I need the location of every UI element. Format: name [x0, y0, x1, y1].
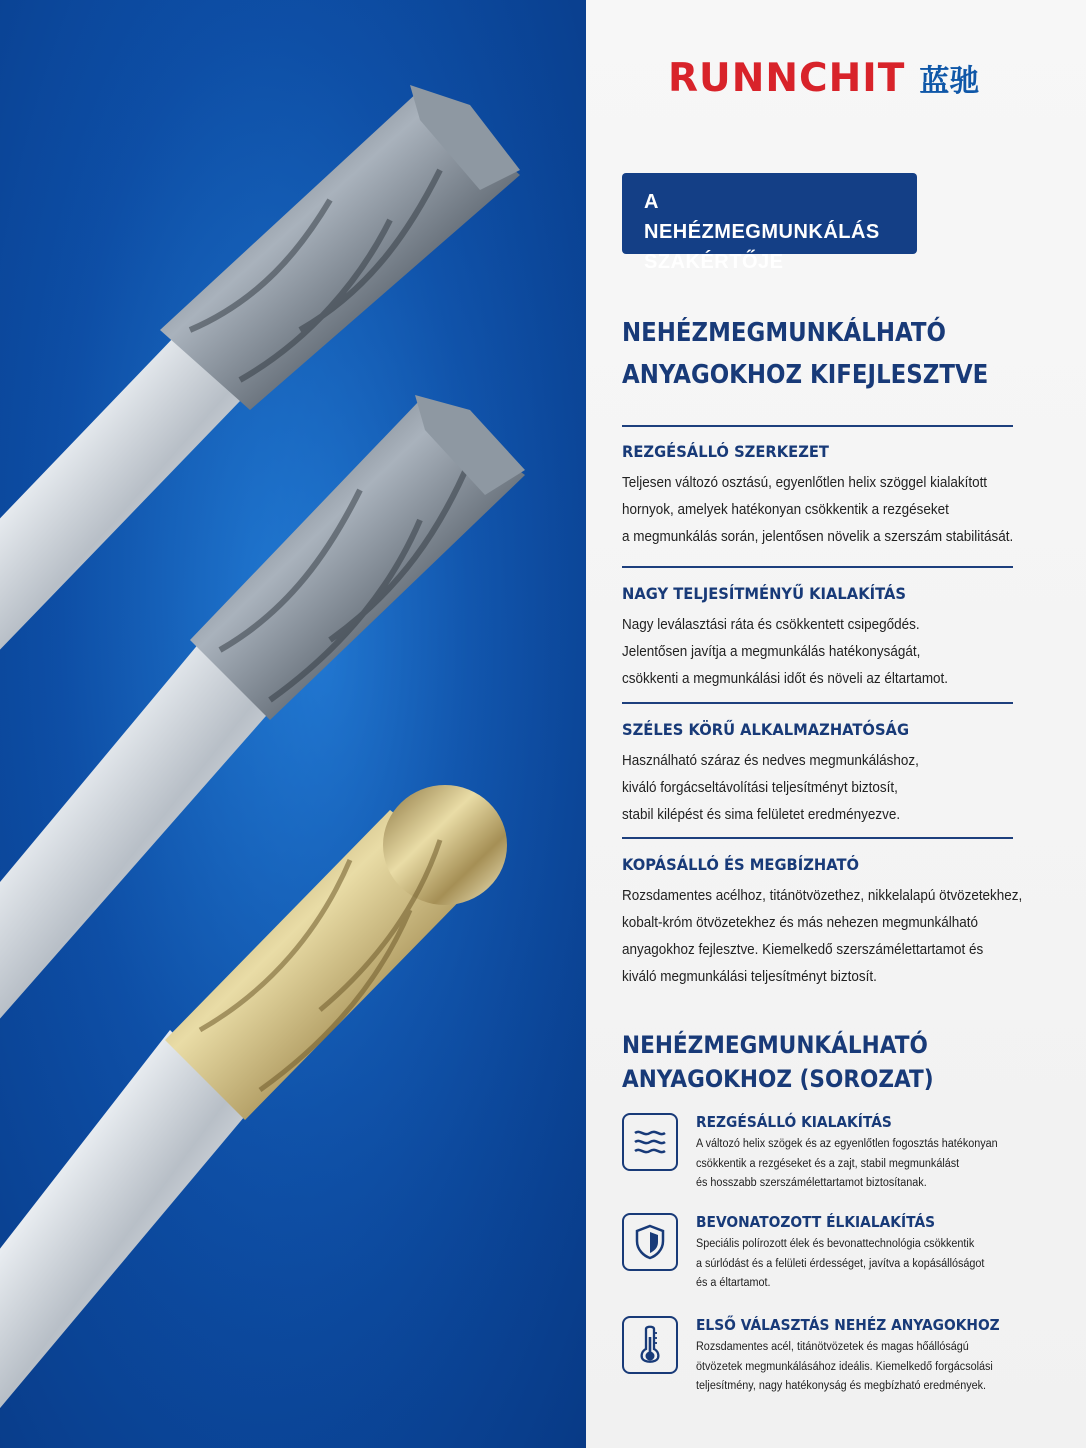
waves-icon [622, 1113, 678, 1171]
feature-line: Rozsdamentes acél, titánötvözetek és magas hőállóságú [696, 1341, 969, 1353]
badge-line-1: A NEHÉZMEGMUNKÁLÁS [644, 191, 880, 243]
brand-name-en: RUNNCHIT [668, 55, 906, 101]
feature-line: Speciális polírozott élek és bevonattechnológia csökkentik [696, 1238, 975, 1250]
expert-badge [622, 173, 917, 273]
info-panel [586, 0, 1086, 1448]
section-line: Használható száraz és nedves megmunkáláshoz, [622, 753, 919, 769]
feature-line: és hosszabb szerszámélettartamot biztosítanak. [696, 1177, 927, 1189]
page-title [622, 312, 1009, 396]
section-line: anyagokhoz fejlesztve. Kiemelkedő szerszámélettartamot és [622, 942, 984, 958]
feature-description [696, 1235, 1034, 1294]
section-text [622, 748, 1003, 829]
section-text [622, 470, 1014, 551]
feature-coated-edge [622, 1213, 1042, 1293]
section-line: hornyok, amelyek hatékonyan csökkentik a rezgéseket [622, 502, 949, 518]
feature-heading: BEVONATOZOTT ÉLKIALAKÍTÁS [696, 1213, 936, 1231]
feature-line: és a éltartamot. [696, 1277, 771, 1289]
section-line: Jelentősen javítja a megmunkálás hatékonyságát, [622, 644, 921, 660]
feature-heading: ELSŐ VÁLASZTÁS NEHÉZ ANYAGOKHOZ [696, 1316, 1000, 1334]
feature-heading: REZGÉSÁLLÓ KIALAKÍTÁS [696, 1113, 892, 1131]
feature-line: a súrlódást és a felületi érdességet, javítva a kopásállóságot [696, 1257, 985, 1270]
divider [622, 837, 1013, 839]
feature-line: teljesítmény, nagy hatékonyság és megbízható eredmények. [696, 1380, 987, 1392]
badge-line-2: SZAKÉRTŐJE [644, 251, 784, 273]
shield-icon [622, 1213, 678, 1271]
page-title-line-1: NEHÉZMEGMUNKÁLHATÓ [622, 318, 946, 348]
page-title-line-2: ANYAGOKHOZ KIFEJLESZTVE [622, 360, 989, 390]
feature-line: csökkentik a rezgéseket és a zajt, stabil megmunkálást [696, 1157, 960, 1170]
section-line: kobalt-króm ötvözetekhez és más nehezen megmunkálható [622, 915, 979, 931]
divider [622, 566, 1013, 568]
feature-difficult-materials [622, 1316, 1042, 1396]
feature-description [696, 1338, 1034, 1397]
section-heading: REZGÉSÁLLÓ SZERKEZET [622, 442, 829, 461]
divider [622, 425, 1013, 427]
thermometer-icon [622, 1316, 678, 1374]
feature-line: A változó helix szögek és az egyenlőtlen fogosztás hatékonyan [696, 1138, 998, 1150]
section-applicability [622, 718, 1032, 829]
brand-name-zh: 蓝驰 [919, 64, 980, 99]
section-line: a megmunkálás során, jelentősen növelik a szerszám stabilitását. [622, 529, 1014, 545]
section-text [622, 883, 1023, 991]
series-title [622, 1028, 1000, 1096]
section-text [622, 612, 1003, 693]
feature-line: ötvözetek megmunkálásához ideális. Kiemelkedő forgácsolási [696, 1360, 993, 1373]
section-line: Rozsdamentes acélhoz, titánötvözethez, nikkelalapú ötvözetekhez, [622, 888, 1023, 904]
brand-logo [668, 56, 979, 100]
section-performance [622, 582, 1032, 693]
section-vibration [622, 440, 1032, 551]
section-wear-resistance [622, 853, 1032, 991]
feature-description [696, 1135, 1034, 1194]
section-line: kiváló forgácseltávolítási teljesítményt biztosít, [622, 780, 898, 796]
section-line: stabil kilépést és sima felületet eredményezve. [622, 807, 901, 823]
section-heading: SZÉLES KÖRŰ ALKALMAZHATÓSÁG [622, 720, 910, 739]
section-line: Nagy leválasztási ráta és csökkentett csipegődés. [622, 617, 920, 633]
series-title-line-1: NEHÉZMEGMUNKÁLHATÓ [622, 1031, 928, 1059]
series-title-line-2: ANYAGOKHOZ (SOROZAT) [622, 1065, 934, 1093]
section-heading: NAGY TELJESÍTMÉNYŰ KIALAKÍTÁS [622, 584, 906, 603]
divider [622, 702, 1013, 704]
section-line: kiváló megmunkálási teljesítményt biztosít. [622, 969, 877, 985]
feature-vibration-resistant [622, 1113, 1042, 1193]
section-line: Teljesen változó osztású, egyenlőtlen helix szöggel kialakított [622, 475, 988, 491]
section-heading: KOPÁSÁLLÓ ÉS MEGBÍZHATÓ [622, 855, 860, 874]
section-line: csökkenti a megmunkálási időt és növeli az éltartamot. [622, 671, 949, 687]
